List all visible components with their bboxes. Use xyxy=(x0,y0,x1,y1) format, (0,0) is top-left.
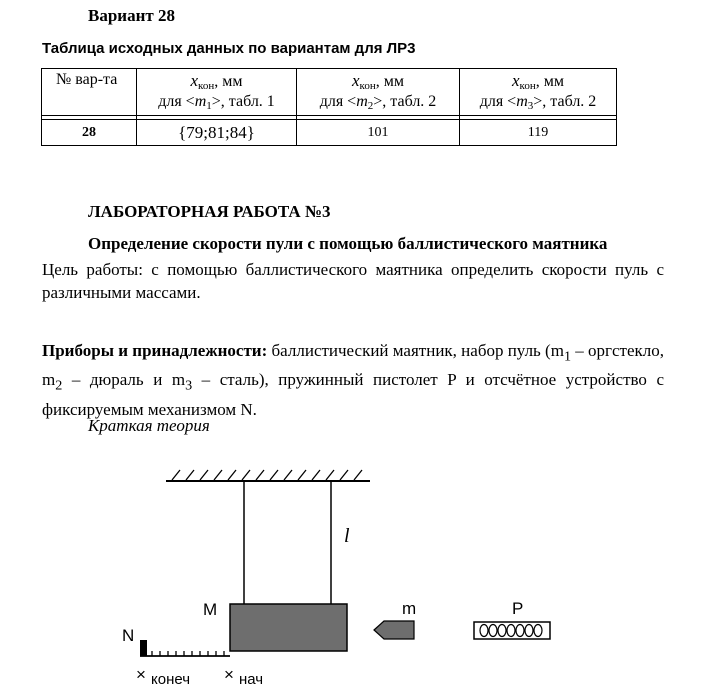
lab-subtitle: Определение скорости пули с помощью баллистического маятника xyxy=(88,234,608,253)
header-m1: $x_{кон}$, мм для $<m_1>$, табл. 1 xyxy=(137,69,297,116)
x-end-label: конеч xyxy=(151,671,191,688)
pendulum-diagram xyxy=(100,458,570,691)
header-m3: $x_{кон}$, мм для $<m_3>$, табл. 2 xyxy=(460,69,617,116)
header-variant: № вар-та xyxy=(42,69,137,116)
table-row xyxy=(42,120,617,146)
cell-m2: 101 xyxy=(297,120,460,146)
pendulum-block xyxy=(230,604,347,651)
x-end-symbol: × xyxy=(136,665,146,684)
goal-paragraph: Цель работы: с помощью баллистического маятника определить скорости пуль с различными массами. xyxy=(42,260,664,302)
lab-title: ЛАБОРАТОРНАЯ РАБОТА №3 xyxy=(88,202,331,221)
cell-variant: 28 xyxy=(42,120,137,146)
pistol-label: P xyxy=(512,599,524,618)
cell-m3: 119 xyxy=(460,120,617,146)
ceiling-hatching xyxy=(172,470,362,480)
devices-paragraph: Приборы и принадлежности: баллистический маятник, набор пуль ($m_1$ – оргстекло, $m_2$ – дюраль и $m_3$ – сталь), пружинный пистолет P и отсчётное устройство с фиксируемым механизмом N. xyxy=(42,341,665,419)
counter-label: N xyxy=(122,626,135,645)
table-header-row xyxy=(42,69,617,116)
bullet-shape xyxy=(374,621,414,639)
table-title: Таблица исходных данных по вариантам для ЛР3 xyxy=(42,40,416,57)
theory-heading: Краткая теория xyxy=(88,416,210,435)
cell-m1: {79;81;84} xyxy=(137,120,297,146)
bullet-mass-label: m xyxy=(402,599,417,618)
string-length-label: l xyxy=(344,525,350,547)
pendulum-mass-label: M xyxy=(203,600,218,619)
data-table xyxy=(41,68,617,146)
header-m2: $x_{кон}$, мм для $<m_2>$, табл. 2 xyxy=(297,69,460,116)
counter-stop xyxy=(140,640,147,656)
x-start-symbol: × xyxy=(224,665,234,684)
variant-heading: Вариант 28 xyxy=(88,6,175,25)
x-start-label: нач xyxy=(239,671,264,688)
